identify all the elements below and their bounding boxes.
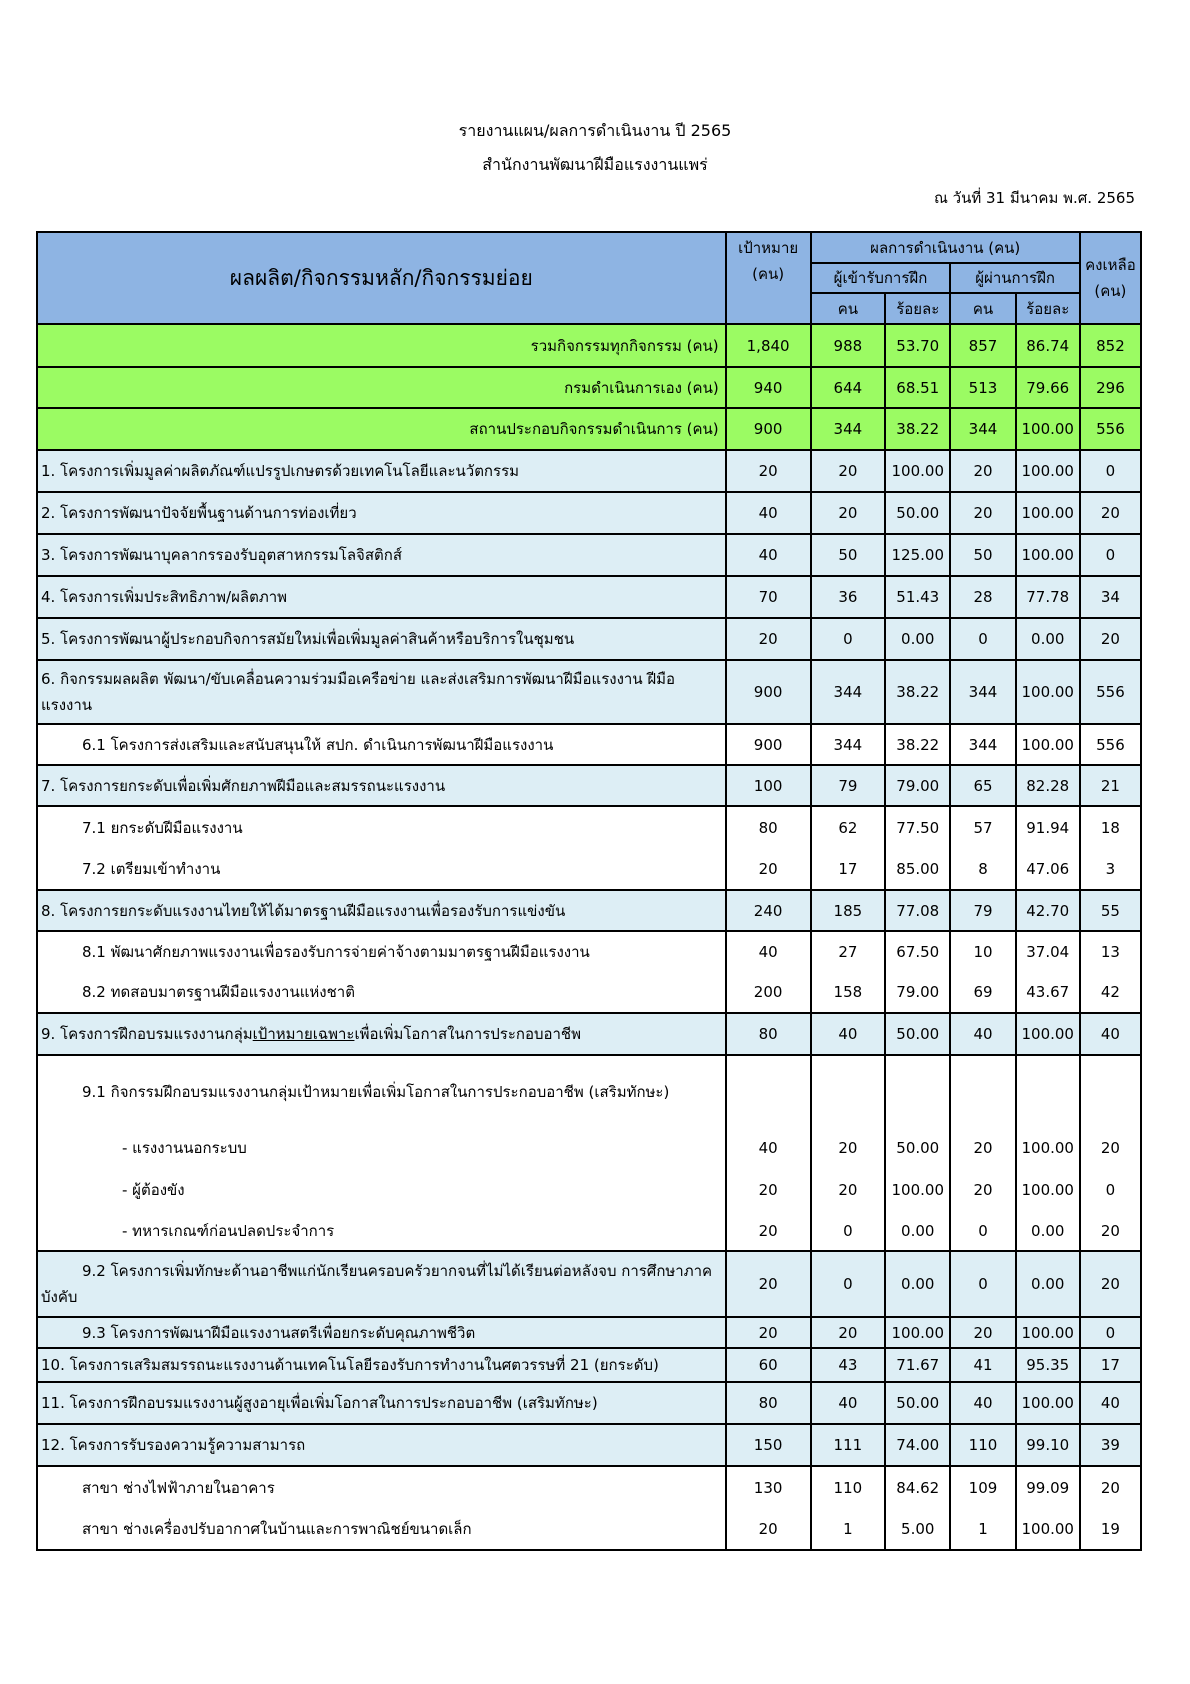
remaining-cell: 0 bbox=[1080, 534, 1141, 576]
passed-pct-cell: 100.00 bbox=[1016, 1169, 1080, 1211]
trained-pct-cell: 53.70 bbox=[885, 324, 950, 367]
total-row-all bbox=[37, 324, 1141, 367]
row-label: 8.2 ทดสอบมาตรฐานฝีมือแรงงานแห่งชาติ bbox=[37, 972, 726, 1013]
passed-pct-cell: 100.00 bbox=[1016, 660, 1080, 724]
trained-cell: 344 bbox=[811, 408, 886, 450]
remaining-cell: 20 bbox=[1080, 1466, 1141, 1508]
remaining-cell: 20 bbox=[1080, 618, 1141, 660]
target-cell: 20 bbox=[726, 450, 811, 492]
row-label: 8. โครงการยกระดับแรงงานไทยให้ได้มาตรฐานฝีมือแรงงานเพื่อรองรับการแข่งขัน bbox=[37, 890, 726, 931]
passed-pct-cell: 86.74 bbox=[1016, 324, 1080, 367]
remaining-cell: 0 bbox=[1080, 1169, 1141, 1211]
passed-cell: 50 bbox=[950, 534, 1015, 576]
passed-cell: 20 bbox=[950, 492, 1015, 534]
target-cell: 130 bbox=[726, 1466, 811, 1508]
row-label: 7. โครงการยกระดับเพื่อเพิ่มศักยภาพฝีมือและสมรรถนะแรงงาน bbox=[37, 765, 726, 806]
target-cell: 40 bbox=[726, 534, 811, 576]
table-row bbox=[37, 1466, 1141, 1508]
trained-pct-cell: 50.00 bbox=[885, 1127, 950, 1169]
table-row bbox=[37, 1348, 1141, 1382]
passed-cell: 65 bbox=[950, 765, 1015, 806]
total-row-department bbox=[37, 367, 1141, 408]
table-row bbox=[37, 1211, 1141, 1251]
target-cell: 40 bbox=[726, 1127, 811, 1169]
passed-cell: 110 bbox=[950, 1424, 1015, 1466]
row-label: - แรงงานนอกระบบ bbox=[37, 1127, 726, 1169]
row-label: 9.1 กิจกรรมฝึกอบรมแรงงานกลุ่มเป้าหมายเพื่อเพิ่มโอกาสในการประกอบอาชีพ (เสริมทักษะ) bbox=[37, 1055, 726, 1127]
header-target-line2: (คน) bbox=[752, 265, 785, 283]
header-remaining-line1: คงเหลือ bbox=[1085, 256, 1136, 274]
passed-pct-cell: 100.00 bbox=[1016, 1508, 1080, 1550]
trained-cell: 79 bbox=[811, 765, 886, 806]
passed-cell: 1 bbox=[950, 1508, 1015, 1550]
target-cell: 1,840 bbox=[726, 324, 811, 367]
trained-cell: 20 bbox=[811, 1317, 886, 1348]
trained-pct-cell: 77.08 bbox=[885, 890, 950, 931]
trained-pct-cell: 51.43 bbox=[885, 576, 950, 618]
trained-pct-cell: 0.00 bbox=[885, 1211, 950, 1251]
header-results: ผลการดำเนินงาน (คน) bbox=[811, 232, 1080, 263]
table-row bbox=[37, 1317, 1141, 1348]
header-trained-percent: ร้อยละ bbox=[885, 293, 950, 324]
passed-pct-cell: 79.66 bbox=[1016, 367, 1080, 408]
target-cell: 80 bbox=[726, 1013, 811, 1055]
row-label: 6. กิจกรรมผลผลิต พัฒนา/ขับเคลื่อนความร่วมมือเครือข่าย และส่งเสริมการพัฒนาฝีมือแรงงาน ฝีมือแรงงาน bbox=[37, 660, 726, 724]
remaining-cell: 34 bbox=[1080, 576, 1141, 618]
target-cell: 200 bbox=[726, 972, 811, 1013]
row-label: 1. โครงการเพิ่มมูลค่าผลิตภัณฑ์แปรรูปเกษตรด้วยเทคโนโลยีและนวัตกรรม bbox=[37, 450, 726, 492]
target-cell: 60 bbox=[726, 1348, 811, 1382]
table-row bbox=[37, 576, 1141, 618]
trained-pct-cell: 0.00 bbox=[885, 1251, 950, 1317]
table-row bbox=[37, 618, 1141, 660]
passed-pct-cell: 0.00 bbox=[1016, 618, 1080, 660]
passed-pct-cell: 95.35 bbox=[1016, 1348, 1080, 1382]
passed-cell: 20 bbox=[950, 1317, 1015, 1348]
trained-cell: 43 bbox=[811, 1348, 886, 1382]
passed-pct-cell: 99.10 bbox=[1016, 1424, 1080, 1466]
trained-cell: 0 bbox=[811, 1211, 886, 1251]
trained-pct-cell bbox=[885, 1055, 950, 1127]
trained-cell: 344 bbox=[811, 724, 886, 765]
table-row bbox=[37, 890, 1141, 931]
target-cell: 70 bbox=[726, 576, 811, 618]
remaining-cell: 296 bbox=[1080, 367, 1141, 408]
passed-cell bbox=[950, 1055, 1015, 1127]
passed-cell: 79 bbox=[950, 890, 1015, 931]
passed-cell: 40 bbox=[950, 1382, 1015, 1424]
table-row bbox=[37, 1251, 1141, 1317]
passed-pct-cell: 100.00 bbox=[1016, 1127, 1080, 1169]
row-label-underlined: เป้าหมายเฉพาะ bbox=[252, 1025, 355, 1043]
passed-pct-cell: 100.00 bbox=[1016, 1317, 1080, 1348]
remaining-cell: 556 bbox=[1080, 660, 1141, 724]
passed-cell: 344 bbox=[950, 660, 1015, 724]
remaining-cell: 20 bbox=[1080, 1127, 1141, 1169]
trained-cell: 20 bbox=[811, 1169, 886, 1211]
trained-cell: 40 bbox=[811, 1013, 886, 1055]
table-row bbox=[37, 724, 1141, 765]
passed-pct-cell bbox=[1016, 1055, 1080, 1127]
trained-pct-cell: 71.67 bbox=[885, 1348, 950, 1382]
row-label: 4. โครงการเพิ่มประสิทธิภาพ/ผลิตภาพ bbox=[37, 576, 726, 618]
trained-cell: 20 bbox=[811, 1127, 886, 1169]
row-label: สถานประกอบกิจกรรมดำเนินการ (คน) bbox=[37, 408, 726, 450]
trained-pct-cell: 38.22 bbox=[885, 408, 950, 450]
trained-cell: 27 bbox=[811, 931, 886, 972]
trained-pct-cell: 77.50 bbox=[885, 806, 950, 849]
header-trainees: ผู้เข้ารับการฝึก bbox=[811, 263, 951, 293]
performance-table bbox=[36, 231, 1142, 1551]
passed-pct-cell: 47.06 bbox=[1016, 849, 1080, 890]
remaining-cell: 20 bbox=[1080, 1251, 1141, 1317]
remaining-cell: 0 bbox=[1080, 450, 1141, 492]
table-row bbox=[37, 1169, 1141, 1211]
table-row bbox=[37, 1508, 1141, 1550]
passed-pct-cell: 0.00 bbox=[1016, 1251, 1080, 1317]
trained-pct-cell: 100.00 bbox=[885, 450, 950, 492]
trained-cell: 644 bbox=[811, 367, 886, 408]
trained-cell: 344 bbox=[811, 660, 886, 724]
passed-pct-cell: 100.00 bbox=[1016, 1382, 1080, 1424]
target-cell: 20 bbox=[726, 1169, 811, 1211]
passed-pct-cell: 100.00 bbox=[1016, 534, 1080, 576]
trained-cell bbox=[811, 1055, 886, 1127]
row-label: กรมดำเนินการเอง (คน) bbox=[37, 367, 726, 408]
report-date: ณ วันที่ 31 มีนาคม พ.ศ. 2565 bbox=[933, 189, 1135, 207]
passed-cell: 20 bbox=[950, 1127, 1015, 1169]
trained-cell: 1 bbox=[811, 1508, 886, 1550]
trained-cell: 62 bbox=[811, 806, 886, 849]
passed-pct-cell: 91.94 bbox=[1016, 806, 1080, 849]
total-row-establishments bbox=[37, 408, 1141, 450]
trained-cell: 0 bbox=[811, 618, 886, 660]
table-row bbox=[37, 660, 1141, 724]
target-cell: 40 bbox=[726, 931, 811, 972]
row-label: สาขา ช่างไฟฟ้าภายในอาคาร bbox=[37, 1466, 726, 1508]
target-cell: 100 bbox=[726, 765, 811, 806]
table-row bbox=[37, 450, 1141, 492]
row-label: 11. โครงการฝึกอบรมแรงงานผู้สูงอายุเพื่อเพิ่มโอกาสในการประกอบอาชีพ (เสริมทักษะ) bbox=[37, 1382, 726, 1424]
row-label: 2. โครงการพัฒนาปัจจัยพื้นฐานด้านการท่องเที่ยว bbox=[37, 492, 726, 534]
trained-pct-cell: 100.00 bbox=[885, 1317, 950, 1348]
row-label: 3. โครงการพัฒนาบุคลากรรองรับอุตสาหกรรมโลจิสติกส์ bbox=[37, 534, 726, 576]
target-cell: 900 bbox=[726, 408, 811, 450]
passed-cell: 344 bbox=[950, 724, 1015, 765]
trained-cell: 50 bbox=[811, 534, 886, 576]
target-cell: 20 bbox=[726, 618, 811, 660]
passed-cell: 344 bbox=[950, 408, 1015, 450]
target-cell: 80 bbox=[726, 806, 811, 849]
header-trained-persons: คน bbox=[811, 293, 886, 324]
target-cell: 80 bbox=[726, 1382, 811, 1424]
passed-cell: 513 bbox=[950, 367, 1015, 408]
target-cell: 940 bbox=[726, 367, 811, 408]
row-label: 8.1 พัฒนาศักยภาพแรงงานเพื่อรองรับการจ่ายค่าจ้างตามมาตรฐานฝีมือแรงงาน bbox=[37, 931, 726, 972]
header-remaining bbox=[1080, 232, 1141, 324]
header-target bbox=[726, 232, 811, 324]
passed-cell: 10 bbox=[950, 931, 1015, 972]
trained-cell: 988 bbox=[811, 324, 886, 367]
target-cell: 40 bbox=[726, 492, 811, 534]
target-cell: 20 bbox=[726, 849, 811, 890]
target-cell: 900 bbox=[726, 660, 811, 724]
trained-pct-cell: 84.62 bbox=[885, 1466, 950, 1508]
row-label: 10. โครงการเสริมสมรรถนะแรงงานด้านเทคโนโลยีรองรับการทำงานในศตวรรษที่ 21 (ยกระดับ) bbox=[37, 1348, 726, 1382]
trained-cell: 20 bbox=[811, 492, 886, 534]
trained-pct-cell: 85.00 bbox=[885, 849, 950, 890]
passed-cell: 109 bbox=[950, 1466, 1015, 1508]
remaining-cell: 3 bbox=[1080, 849, 1141, 890]
office-name: สำนักงานพัฒนาฝีมือแรงงานแพร่ bbox=[482, 155, 708, 174]
passed-pct-cell: 99.09 bbox=[1016, 1466, 1080, 1508]
trained-pct-cell: 74.00 bbox=[885, 1424, 950, 1466]
row-label-text: 9.2 โครงการเพิ่มทักษะด้านอาชีพแก่นักเรียนครอบครัวยากจนที่ไม่ได้เรียนต่อหลังจบ การศึกษาภาคบังคับ bbox=[41, 1262, 713, 1306]
row-label: 12. โครงการรับรองความรู้ความสามารถ bbox=[37, 1424, 726, 1466]
target-cell: 240 bbox=[726, 890, 811, 931]
remaining-cell: 42 bbox=[1080, 972, 1141, 1013]
passed-cell: 69 bbox=[950, 972, 1015, 1013]
remaining-cell: 18 bbox=[1080, 806, 1141, 849]
table-row bbox=[37, 1424, 1141, 1466]
passed-pct-cell: 100.00 bbox=[1016, 724, 1080, 765]
table-row bbox=[37, 931, 1141, 972]
remaining-cell: 556 bbox=[1080, 724, 1141, 765]
trained-cell: 40 bbox=[811, 1382, 886, 1424]
passed-pct-cell: 43.67 bbox=[1016, 972, 1080, 1013]
remaining-cell: 0 bbox=[1080, 1317, 1141, 1348]
trained-cell: 36 bbox=[811, 576, 886, 618]
row-label: 9.3 โครงการพัฒนาฝีมือแรงงานสตรีเพื่อยกระดับคุณภาพชีวิต bbox=[37, 1317, 726, 1348]
trained-pct-cell: 79.00 bbox=[885, 972, 950, 1013]
trained-pct-cell: 50.00 bbox=[885, 1013, 950, 1055]
header-activity: ผลผลิต/กิจกรรมหลัก/กิจกรรมย่อย bbox=[37, 232, 726, 324]
target-cell: 20 bbox=[726, 1211, 811, 1251]
target-cell: 150 bbox=[726, 1424, 811, 1466]
target-cell: 20 bbox=[726, 1251, 811, 1317]
remaining-cell: 556 bbox=[1080, 408, 1141, 450]
table-row bbox=[37, 849, 1141, 890]
passed-cell: 28 bbox=[950, 576, 1015, 618]
passed-cell: 40 bbox=[950, 1013, 1015, 1055]
table-row bbox=[37, 534, 1141, 576]
table-row bbox=[37, 1127, 1141, 1169]
passed-pct-cell: 100.00 bbox=[1016, 450, 1080, 492]
passed-cell: 20 bbox=[950, 450, 1015, 492]
passed-cell: 0 bbox=[950, 1251, 1015, 1317]
passed-cell: 0 bbox=[950, 618, 1015, 660]
target-cell: 20 bbox=[726, 1317, 811, 1348]
passed-pct-cell: 37.04 bbox=[1016, 931, 1080, 972]
passed-pct-cell: 77.78 bbox=[1016, 576, 1080, 618]
trained-pct-cell: 125.00 bbox=[885, 534, 950, 576]
remaining-cell: 13 bbox=[1080, 931, 1141, 972]
remaining-cell: 20 bbox=[1080, 1211, 1141, 1251]
row-label-part: 9. โครงการฝึกอบรมแรงงานกลุ่ม bbox=[41, 1025, 253, 1043]
trained-pct-cell: 50.00 bbox=[885, 1382, 950, 1424]
passed-pct-cell: 100.00 bbox=[1016, 1013, 1080, 1055]
report-title: รายงานแผน/ผลการดำเนินงาน ปี 2565 bbox=[458, 121, 732, 140]
passed-pct-cell: 82.28 bbox=[1016, 765, 1080, 806]
header-passed: ผู้ผ่านการฝึก bbox=[950, 263, 1079, 293]
passed-pct-cell: 42.70 bbox=[1016, 890, 1080, 931]
trained-cell: 17 bbox=[811, 849, 886, 890]
trained-pct-cell: 67.50 bbox=[885, 931, 950, 972]
row-label: - ทหารเกณฑ์ก่อนปลดประจำการ bbox=[37, 1211, 726, 1251]
passed-cell: 20 bbox=[950, 1169, 1015, 1211]
row-label: 7.1 ยกระดับฝีมือแรงงาน bbox=[37, 806, 726, 849]
trained-pct-cell: 38.22 bbox=[885, 724, 950, 765]
remaining-cell: 21 bbox=[1080, 765, 1141, 806]
remaining-cell: 40 bbox=[1080, 1382, 1141, 1424]
passed-pct-cell: 100.00 bbox=[1016, 492, 1080, 534]
remaining-cell: 39 bbox=[1080, 1424, 1141, 1466]
passed-pct-cell: 100.00 bbox=[1016, 408, 1080, 450]
trained-cell: 0 bbox=[811, 1251, 886, 1317]
passed-cell: 57 bbox=[950, 806, 1015, 849]
table-row bbox=[37, 1013, 1141, 1055]
trained-pct-cell: 5.00 bbox=[885, 1508, 950, 1550]
target-cell: 900 bbox=[726, 724, 811, 765]
trained-cell: 185 bbox=[811, 890, 886, 931]
row-label: - ผู้ต้องขัง bbox=[37, 1169, 726, 1211]
row-label-part: เพื่อเพิ่มโอกาสในการประกอบอาชีพ bbox=[354, 1025, 581, 1043]
trained-cell: 110 bbox=[811, 1466, 886, 1508]
row-label: 7.2 เตรียมเข้าทำงาน bbox=[37, 849, 726, 890]
row-label: รวมกิจกรรมทุกกิจกรรม (คน) bbox=[37, 324, 726, 367]
row-label: สาขา ช่างเครื่องปรับอากาศในบ้านและการพาณิชย์ขนาดเล็ก bbox=[37, 1508, 726, 1550]
trained-cell: 20 bbox=[811, 450, 886, 492]
remaining-cell: 852 bbox=[1080, 324, 1141, 367]
table-row bbox=[37, 972, 1141, 1013]
table-row bbox=[37, 1382, 1141, 1424]
trained-cell: 158 bbox=[811, 972, 886, 1013]
remaining-cell: 55 bbox=[1080, 890, 1141, 931]
header-remaining-line2: (คน) bbox=[1094, 282, 1127, 300]
remaining-cell: 20 bbox=[1080, 492, 1141, 534]
passed-cell: 857 bbox=[950, 324, 1015, 367]
trained-pct-cell: 79.00 bbox=[885, 765, 950, 806]
table-row bbox=[37, 1055, 1141, 1127]
target-cell: 20 bbox=[726, 1508, 811, 1550]
table-row bbox=[37, 492, 1141, 534]
trained-pct-cell: 38.22 bbox=[885, 660, 950, 724]
table-row bbox=[37, 806, 1141, 849]
remaining-cell: 40 bbox=[1080, 1013, 1141, 1055]
trained-pct-cell: 100.00 bbox=[885, 1169, 950, 1211]
row-label bbox=[37, 1013, 726, 1055]
row-label: 6.1 โครงการส่งเสริมและสนับสนุนให้ สปก. ดำเนินการพัฒนาฝีมือแรงงาน bbox=[37, 724, 726, 765]
passed-cell: 0 bbox=[950, 1211, 1015, 1251]
row-label: 5. โครงการพัฒนาผู้ประกอบกิจการสมัยใหม่เพื่อเพิ่มมูลค่าสินค้าหรือบริการในชุมชน bbox=[37, 618, 726, 660]
trained-pct-cell: 50.00 bbox=[885, 492, 950, 534]
trained-pct-cell: 68.51 bbox=[885, 367, 950, 408]
table-row bbox=[37, 765, 1141, 806]
target-cell bbox=[726, 1055, 811, 1127]
row-label bbox=[37, 1251, 726, 1317]
trained-cell: 111 bbox=[811, 1424, 886, 1466]
passed-cell: 8 bbox=[950, 849, 1015, 890]
remaining-cell bbox=[1080, 1055, 1141, 1127]
passed-cell: 41 bbox=[950, 1348, 1015, 1382]
header-target-line1: เป้าหมาย bbox=[738, 239, 799, 257]
passed-pct-cell: 0.00 bbox=[1016, 1211, 1080, 1251]
remaining-cell: 19 bbox=[1080, 1508, 1141, 1550]
header-passed-persons: คน bbox=[950, 293, 1015, 324]
header-passed-percent: ร้อยละ bbox=[1016, 293, 1080, 324]
trained-pct-cell: 0.00 bbox=[885, 618, 950, 660]
remaining-cell: 17 bbox=[1080, 1348, 1141, 1382]
